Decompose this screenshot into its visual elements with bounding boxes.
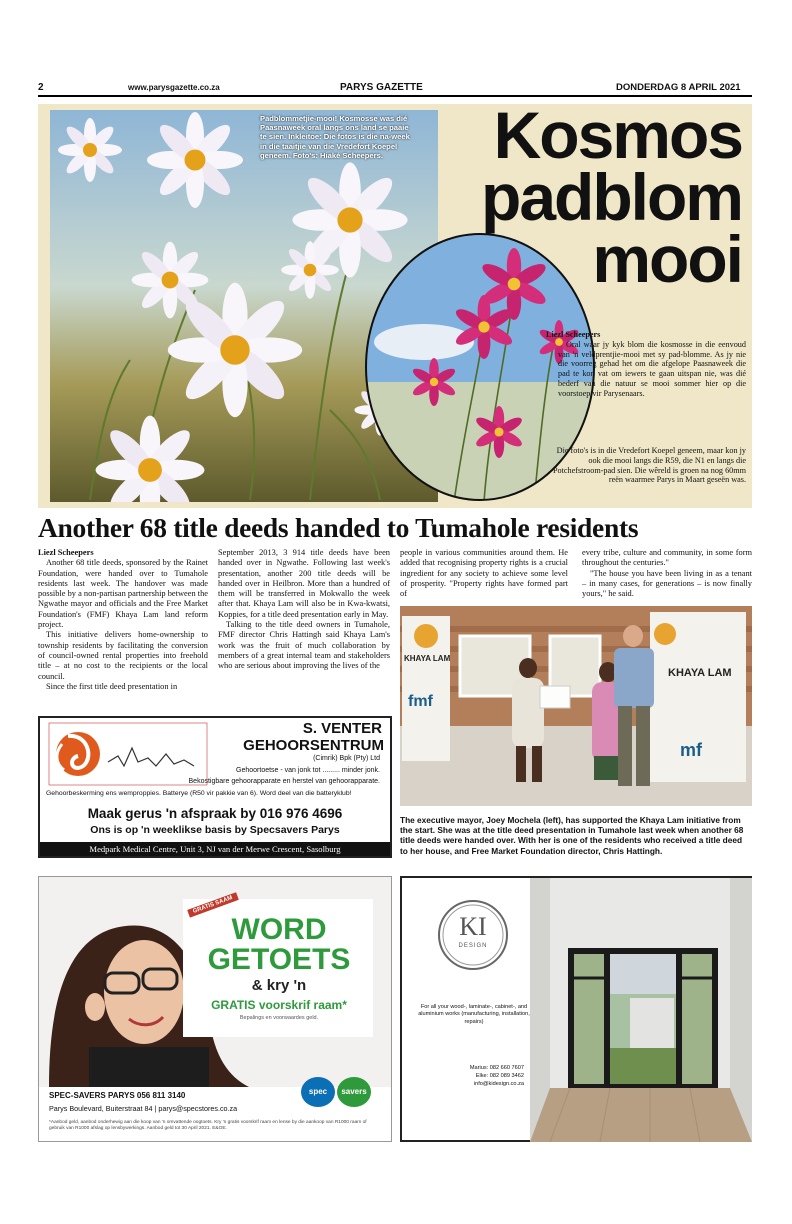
specsavers-terms-short: Bepalings en voorwaardes geld. <box>239 1015 319 1021</box>
article-column-1 <box>38 548 208 692</box>
venter-line1: Gehoortoetse - van jonk tot ......... minder jonk. <box>236 767 380 774</box>
article-column-3 <box>400 548 568 599</box>
venter-company: (Cimrik) Bpk (Pty) Ltd <box>313 755 380 762</box>
header-rule <box>38 95 752 97</box>
ki-contact-1: Marius: 082 660 7607 <box>469 1065 524 1071</box>
article-paragraph: every tribe, culture and community, in some form throughout the centuries." <box>582 548 752 568</box>
paper-name: PARYS GAZETTE <box>340 82 423 93</box>
specsavers-headline-1: WORD <box>231 913 327 946</box>
kosmos-headline-line2: padblom <box>481 160 742 234</box>
article-paragraph: people in various communities around them. He added that recognising property rights is a crucial ingredient for any society to achieve some level of prosperity. "Property rights have formed part of <box>400 548 568 599</box>
specsavers-headline-2: GETOETS <box>207 943 351 976</box>
ki-blurb: For all your wood-, laminate-, cabinet-, and aluminium works (manufacturing, installation, repairs) <box>418 1004 530 1025</box>
ki-contacts <box>418 1064 524 1088</box>
gratis-ribbon: GRATIS SAAM <box>187 892 238 917</box>
venter-ad <box>38 716 392 858</box>
article-paragraph: Since the first title deed presentation in <box>46 681 178 691</box>
venter-address: Medpark Medical Centre, Unit 3, NJ van der Merwe Crescent, Sasolburg <box>40 842 390 856</box>
kosmos-text-2 <box>546 446 746 485</box>
ki-design-ad <box>400 876 752 1142</box>
photo-caption: The executive mayor, Joey Mochela (left), has supported the Khaya Lam initiative from the start. She was at the title deed presentation in Tumahole last week when another 68 title deeds were handed over. With her is one of the residents who received a title deed to her house, and Free Market Foundation director, Chris Hattingh. <box>400 815 744 856</box>
venter-line2: Bekostigbare gehoorapparate en herstel van gehoorapparate. <box>188 778 380 785</box>
specsavers-ad <box>38 876 392 1142</box>
kosmos-headline-line3: mooi <box>592 222 742 296</box>
article-paragraph: Another 68 title deeds, sponsored by the Rainet Foundation, were handed over to Tumahole residents last week. The handover was made possible by a non-partisan partnership between the Ngwathe mayor and officials and the Free Market Foundation's (FMF) Khaya Lam land reform project. <box>38 558 208 630</box>
specsavers-store: SPEC-SAVERS PARYS 056 811 3140 <box>49 1091 186 1100</box>
article-headline: Another 68 title deeds handed to Tumahole residents <box>38 512 639 543</box>
svg-text:mf: mf <box>680 740 702 760</box>
article-column-2 <box>218 548 390 672</box>
issue-date: DONDERDAG 8 APRIL 2021 <box>616 82 741 93</box>
venter-cta2: Ons is op 'n weeklikse basis by Specsavers Parys <box>90 824 340 836</box>
ki-room-photo <box>530 878 752 1142</box>
photo-banner-right-label: KHAYA LAM <box>668 667 732 679</box>
title-deed-photo <box>400 606 752 806</box>
photo-banner-left-label: KHAYA LAM <box>404 654 451 663</box>
venter-name: S. VENTER <box>302 720 382 737</box>
venter-cta1: Maak gerus 'n afspraak by 016 976 4696 <box>87 806 343 821</box>
article-paragraph: This initiative delivers home-ownership to township residents by facilitating the conversion of council-owned rental properties into freehold title – at no cost to the recipients or the local council. <box>38 630 208 681</box>
specsavers-disclaimer: *Aanbod geld, aanbod onderhewig aan die koop van 'n omvattende oogtoets. Kry 'n gratis voorskrif raam en lense by die aankoop van R1000 raam of gebruik van R1000 afslag op lensbywerkings. Aanbod geld tot 30 April 2021. E&OE. <box>49 1120 367 1131</box>
article-paragraph: September 2013, 3 914 title deeds have been handed over in Ngwathe. Following last week's presentation, another 200 title deeds will be handed over in Heilbron. More than a hundred of them will be transferred in Mokwallo the week after that. Khaya Lam will also be in Kwa-kwatsi, Koppies, for a title deed presentation early in May. <box>218 548 390 619</box>
flower-photo-caption: Padblommetjie-mooi! Kosmosse was dié Paasnaweek oral langs ons land se paaie te sien. Inkleitoe: Die fotos is die na-week in die taaitjie van die Vredefort Koepel geneem. Foto's: Hiaké Scheepers. <box>260 114 410 160</box>
article-byline: Liezl Scheepers <box>38 548 94 557</box>
specsavers-offer: GRATIS voorskrif raam* <box>211 998 347 1012</box>
website: www.parysgazette.co.za <box>128 83 220 92</box>
kosmos-headline <box>481 98 742 296</box>
page-number: 2 <box>38 82 44 93</box>
kosmos-feature <box>38 98 752 508</box>
ear-logo-icon <box>48 722 208 786</box>
specsavers-address: Parys Boulevard, Buiterstraat 84 | parys@specstores.co.za <box>49 1104 238 1113</box>
specsavers-logo-right: savers <box>337 1077 371 1107</box>
venter-subtitle: GEHOORSENTRUM <box>243 737 384 754</box>
ki-logo-text: KI <box>459 912 487 941</box>
ki-contact-2: Elke: 082 089 3462 <box>475 1073 524 1079</box>
article-paragraph: Talking to the title deed owners in Tumahole, FMF director Chris Hattingh said Khaya Lam's work was the fruit of much collaboration by members of a great internal team and stakeholders who are serious about improving the lives of the <box>218 620 390 671</box>
kosmos-text <box>546 330 746 399</box>
kosmos-paragraph: Die foto's is in die Vredefort Koepel geneem, maar kon jy ook die mooi langs die R59, die N1 en langs die Potchefstroom-pad sien. Die wêreld is groen na nog 60mm reën waarmee Parys in Maart geseën was. <box>552 446 746 485</box>
article-paragraph: "The house you have been living in as a tenant – in many cases, for generations – is now finally yours," he said. <box>582 568 752 599</box>
ki-logo-subtext: DESIGN <box>458 943 488 949</box>
specsavers-logo-left: spec <box>301 1077 335 1107</box>
ki-contact-3: info@kidesign.co.za <box>473 1081 524 1087</box>
kosmos-headline-line1: Kosmos <box>493 98 742 172</box>
svg-text:fmf: fmf <box>408 693 433 710</box>
specsavers-headline-3: & kry 'n <box>251 977 307 994</box>
kosmos-paragraph: Oral waar jy kyk blom die kosmosse in die eenvoud van 'n veldprentjie-mooi met sy pad-blomme. As jy nie die voorreg gehad het om die afgelope Paasnaweek die pad te kon vat om iewers te gaan uitspan nie, was dié bederf van die natuur se mooi sommer hier op die voorstoep vir Parysenaars. <box>558 339 746 398</box>
article-column-4 <box>582 548 752 599</box>
venter-line3: Gehoorbeskerming ens wemproppies. Batterye (R50 vir pakkie van 6). Word deel van die batteryklub! <box>46 790 352 797</box>
kosmos-byline: Liezl Scheepers <box>546 330 601 339</box>
